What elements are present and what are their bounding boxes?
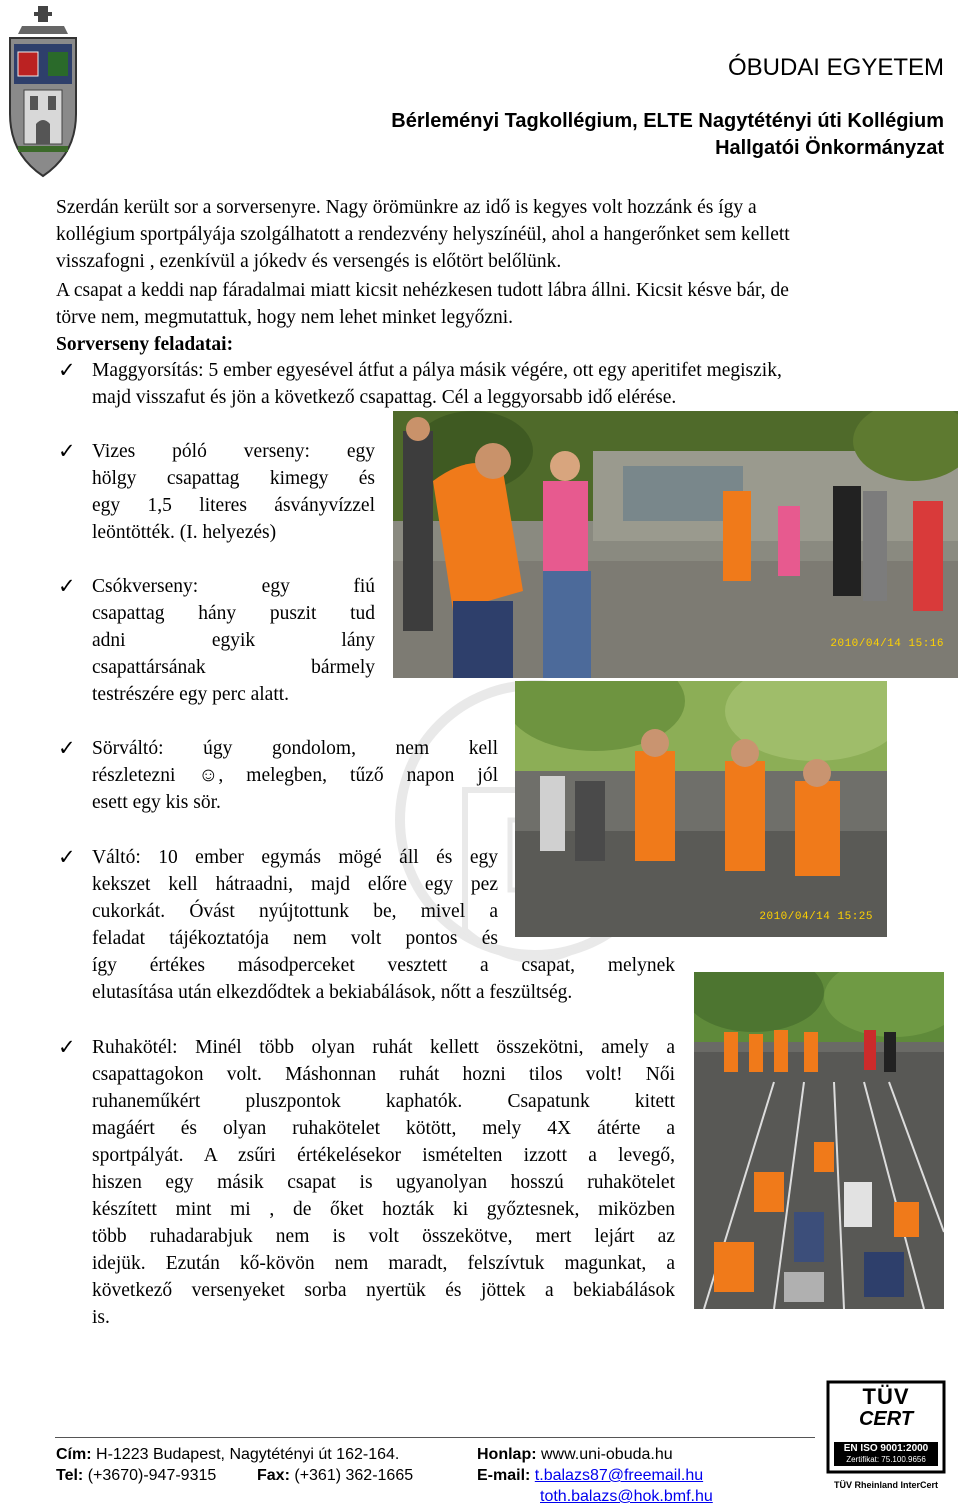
photo-beer-relay	[515, 681, 887, 937]
task-5-line: így értékes másodperceket vesztett a csapat, melynek	[92, 955, 675, 976]
tuv-rheinland-text: TÜV Rheinland InterCert	[833, 1480, 938, 1490]
intro-line-4: A csapat a keddi nap fáradalmai miatt kicsit nehézkesen tudott lábra állni. Kicsit késve bár, de	[56, 280, 789, 301]
task-5-line: elutasítása után elkezdődtek a bekiabálások, nőtt a feszültség.	[92, 982, 573, 1003]
phone-value: (+3670)-947-9315	[87, 1467, 217, 1484]
cert-text: CERT	[858, 1408, 914, 1430]
intro-line-5: törve nem, megmutattuk, hogy nem lehet minket legyőzni.	[56, 307, 514, 328]
intro-line-3: visszafogni , ezenkívül a jókedv és versengés is előtört belőlünk.	[56, 251, 562, 272]
task-2-line: hölgy csapattag kimegy és	[92, 468, 375, 489]
tasks-heading: Sorverseny feladatai:	[56, 334, 234, 355]
email-link-2[interactable]: toth.balazs@hok.bmf.hu	[540, 1488, 713, 1505]
intro-line-2: kollégium sportpályája szolgálhatott a rendezvény helyszínéül, ahol a hangerőnket sem kellett	[56, 224, 790, 245]
photo-timestamp: 2010/04/14 15:25	[759, 911, 873, 923]
task-6-line: hiszen egy másik csapat is ugyanolyan hosszú ruhakötelet	[92, 1172, 675, 1193]
footer-email	[477, 1467, 703, 1485]
task-6-line: következő versenyeket sorba nyertük és jöttek a bekiabálások	[92, 1280, 675, 1301]
task-1-line: majd visszafut és jön a következő csapattag. Cél a leggyorsabb idő elérése.	[92, 387, 677, 408]
fax-value: (+361) 362-1665	[294, 1467, 414, 1484]
footer-address	[56, 1446, 399, 1464]
task-5-line: cukorkát. Óvást nyújtottunk be, mivel a	[92, 901, 498, 922]
task-5-line: kekszet kell hátraadni, majd előre egy pez	[92, 874, 498, 895]
university-name: ÓBUDAI EGYETEM	[727, 54, 944, 81]
task-1-line: Maggyorsítás: 5 ember egyesével átfut a pálya másik végére, ott egy aperitifet megiszik,	[92, 360, 782, 381]
task-3-line: csapattag hány puszit tud	[92, 603, 375, 624]
checkmark-icon: ✓	[58, 845, 76, 869]
website-link[interactable]: www.uni-obuda.hu	[541, 1446, 673, 1463]
fax-label: Fax:	[257, 1467, 290, 1484]
email-label: E-mail:	[477, 1467, 531, 1484]
task-3-line: Csókverseny: egy fiú	[92, 576, 375, 597]
photo-clothes-line	[694, 972, 944, 1309]
footer-phone	[56, 1467, 216, 1485]
iso-text: EN ISO 9001:2000	[843, 1443, 929, 1454]
university-crest-logo	[4, 4, 82, 180]
task-2-line: egy 1,5 literes ásványvízzel	[92, 495, 375, 516]
task-6-line: Ruhakötél: Minél több olyan ruhát kellett összekötni, amely a	[92, 1037, 675, 1058]
task-4-line: Sörváltó: úgy gondolom, nem kell	[92, 738, 498, 759]
tuv-text: TÜV	[862, 1384, 910, 1409]
zertifikat-text: Zertifikat: 75.100.9656	[846, 1455, 926, 1464]
task-2-line: Vizes póló verseny: egy	[92, 441, 375, 462]
website-label: Honlap:	[477, 1446, 537, 1463]
task-6-line: csapattagokon volt. Máshonnan ruhát hozni tilos volt! Női	[92, 1064, 675, 1085]
checkmark-icon: ✓	[58, 574, 76, 598]
header-dormitory-line: Bérleményi Tagkollégium, ELTE Nagytétényi úti Kollégium	[391, 110, 944, 132]
footer-fax	[257, 1467, 413, 1485]
email-link-1[interactable]: t.balazs87@freemail.hu	[534, 1467, 704, 1484]
footer-website	[477, 1446, 673, 1464]
task-4-line: részletezni ☺, melegben, tűző napon jól	[92, 765, 498, 786]
photo-wet-tshirt-contest	[393, 411, 958, 678]
photo-timestamp: 2010/04/14 15:16	[830, 638, 944, 650]
task-6-line: magáért és olyan ruhakötelet kötött, mely 4X átérte a	[92, 1118, 675, 1139]
phone-label: Tel:	[56, 1467, 84, 1484]
header-council-line: Hallgatói Önkormányzat	[715, 137, 944, 159]
checkmark-icon: ✓	[58, 439, 76, 463]
task-3-line: testrészére egy perc alatt.	[92, 684, 290, 705]
task-5-line: feladat tájékoztatója nem volt pontos és	[92, 928, 498, 949]
task-6-line: is.	[92, 1307, 110, 1328]
task-3-line: adni egyik lány	[92, 630, 375, 651]
address-value: H-1223 Budapest, Nagytétényi út 162-164.	[96, 1446, 400, 1463]
address-label: Cím:	[56, 1446, 92, 1463]
task-6-line: sportpályát. A zsűri értékelésekor ismételten izzott a levegő,	[92, 1145, 675, 1166]
checkmark-icon: ✓	[58, 736, 76, 760]
footer-divider	[55, 1437, 815, 1438]
task-6-line: több ruhadarabjuk nem is volt összekötve, mert lejárt az	[92, 1226, 675, 1247]
task-3-line: csapattársának bármely	[92, 657, 375, 678]
tuv-cert-logo	[826, 1380, 946, 1504]
intro-line-1: Szerdán került sor a sorversenyre. Nagy örömünkre az idő is kegyes volt hozzánk és így a	[56, 197, 757, 218]
task-4-line: esett egy kis sör.	[92, 792, 221, 813]
checkmark-icon: ✓	[58, 358, 76, 382]
task-5-line: Váltó: 10 ember egymás mögé áll és egy	[92, 847, 498, 868]
checkmark-icon: ✓	[58, 1035, 76, 1059]
footer-email-2	[540, 1488, 713, 1506]
task-6-line: készített mint mi , de őket hozták ki győztesnek, miközben	[92, 1199, 675, 1220]
task-2-line: leöntötték. (I. helyezés)	[92, 522, 277, 543]
task-6-line: idejük. Ezután kő-kövön nem maradt, felszívtuk magunkat, a	[92, 1253, 675, 1274]
task-6-line: ruhaneműkért pluszpontok kaphatók. Csapatunk kitett	[92, 1091, 675, 1112]
